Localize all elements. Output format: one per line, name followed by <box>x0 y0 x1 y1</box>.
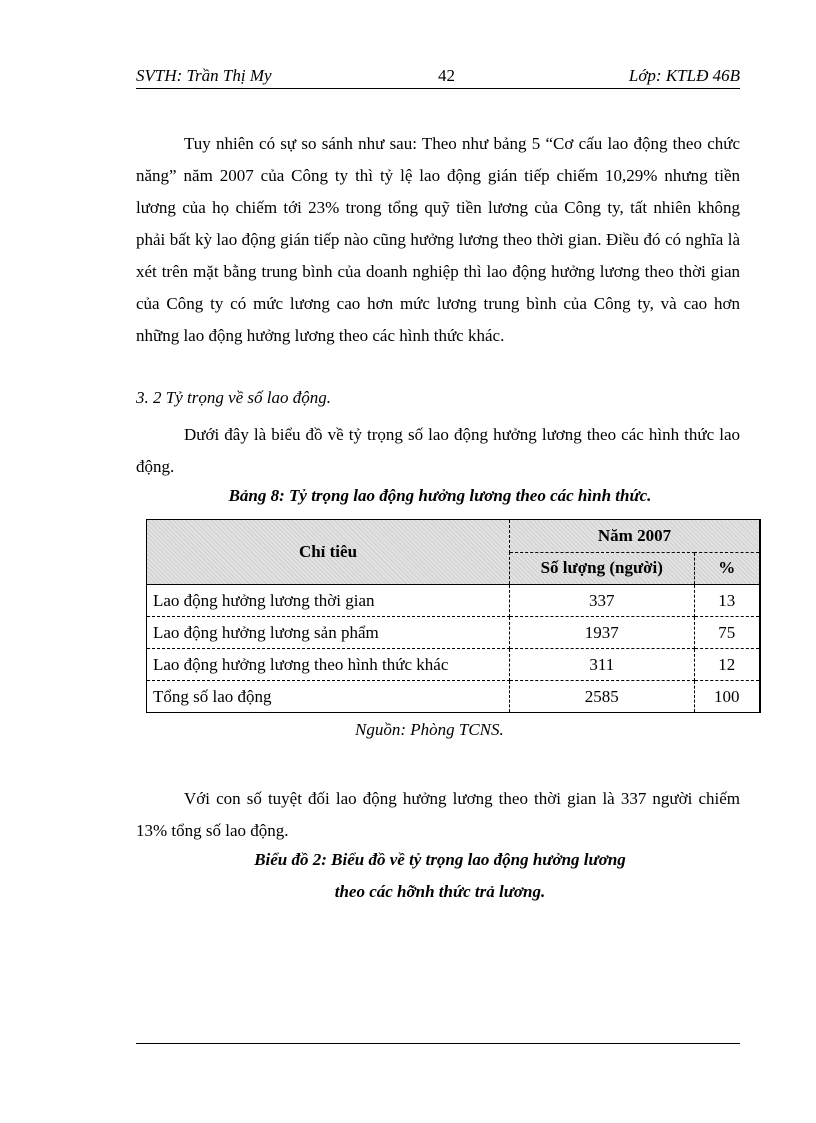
table-row <box>147 585 761 617</box>
row-percent: 100 <box>694 681 760 713</box>
table-row <box>147 617 761 649</box>
row-percent: 12 <box>694 649 760 681</box>
table-source: Nguồn: Phòng TCNS. <box>355 720 504 739</box>
page-header <box>136 66 740 89</box>
table-row <box>147 649 761 681</box>
paragraph-comparison: Tuy nhiên có sự so sánh như sau: Theo như bảng 5 “Cơ cấu lao động theo chức năng” năm 2007 của Công ty thì tỷ lệ lao động gián tiếp chiếm 10,29% nhưng tiền lương của họ chiếm tới 23% trong tổng quỹ tiền lương của Công ty, tất nhiên không phải bất kỳ lao động gián tiếp nào cũng hưởng lương theo thời gian. Điều đó có nghĩa là xét trên mặt bằng trung bình của doanh nghiệp thì lao động hưởng lương theo thời gian của Công ty có mức lương cao hơn mức lương trung bình của Công ty, và cao hơn những lao động hưởng lương theo các hình thức khác. <box>136 134 740 345</box>
header-count: Số lượng (người) <box>509 552 694 585</box>
labor-share-table <box>146 519 761 713</box>
row-label: Tổng số lao động <box>147 681 510 713</box>
class-name: Lớp: KTLĐ 46B <box>628 66 740 85</box>
row-count: 337 <box>509 585 694 617</box>
paragraph-absolute: Với con số tuyệt đối lao động hưởng lương theo thời gian là 337 người chiếm 13% tổng số lao động. <box>136 789 740 840</box>
paragraph-intro-chart: Dưới đây là biểu đồ về tỷ trọng số lao động hưởng lương theo các hình thức lao động. <box>136 425 740 476</box>
table-row-total <box>147 681 761 713</box>
chart-caption-line1: Biểu đồ 2: Biểu đồ về tỷ trọng lao động hưởng lương <box>254 850 626 869</box>
page-number: 42 <box>438 66 455 85</box>
row-label: Lao động hưởng lương sản phẩm <box>147 617 510 649</box>
table-caption: Bảng 8: Tỷ trọng lao động hưởng lương theo các hình thức. <box>228 486 652 505</box>
chart-caption-line2: theo các hỡnh thức trả lương. <box>334 882 546 901</box>
row-percent: 75 <box>694 617 760 649</box>
header-percent: % <box>694 552 760 585</box>
student-name: SVTH: Trần Thị My <box>136 66 272 85</box>
row-count: 311 <box>509 649 694 681</box>
row-label: Lao động hưởng lương thời gian <box>147 585 510 617</box>
row-label: Lao động hưởng lương theo hình thức khác <box>147 649 510 681</box>
row-count: 2585 <box>509 681 694 713</box>
header-year: Năm 2007 <box>509 520 760 553</box>
section-heading: 3. 2 Tỷ trọng về số lao động. <box>136 388 332 407</box>
row-percent: 13 <box>694 585 760 617</box>
header-indicator: Chỉ tiêu <box>147 520 510 585</box>
footer-divider <box>136 1043 740 1044</box>
row-count: 1937 <box>509 617 694 649</box>
